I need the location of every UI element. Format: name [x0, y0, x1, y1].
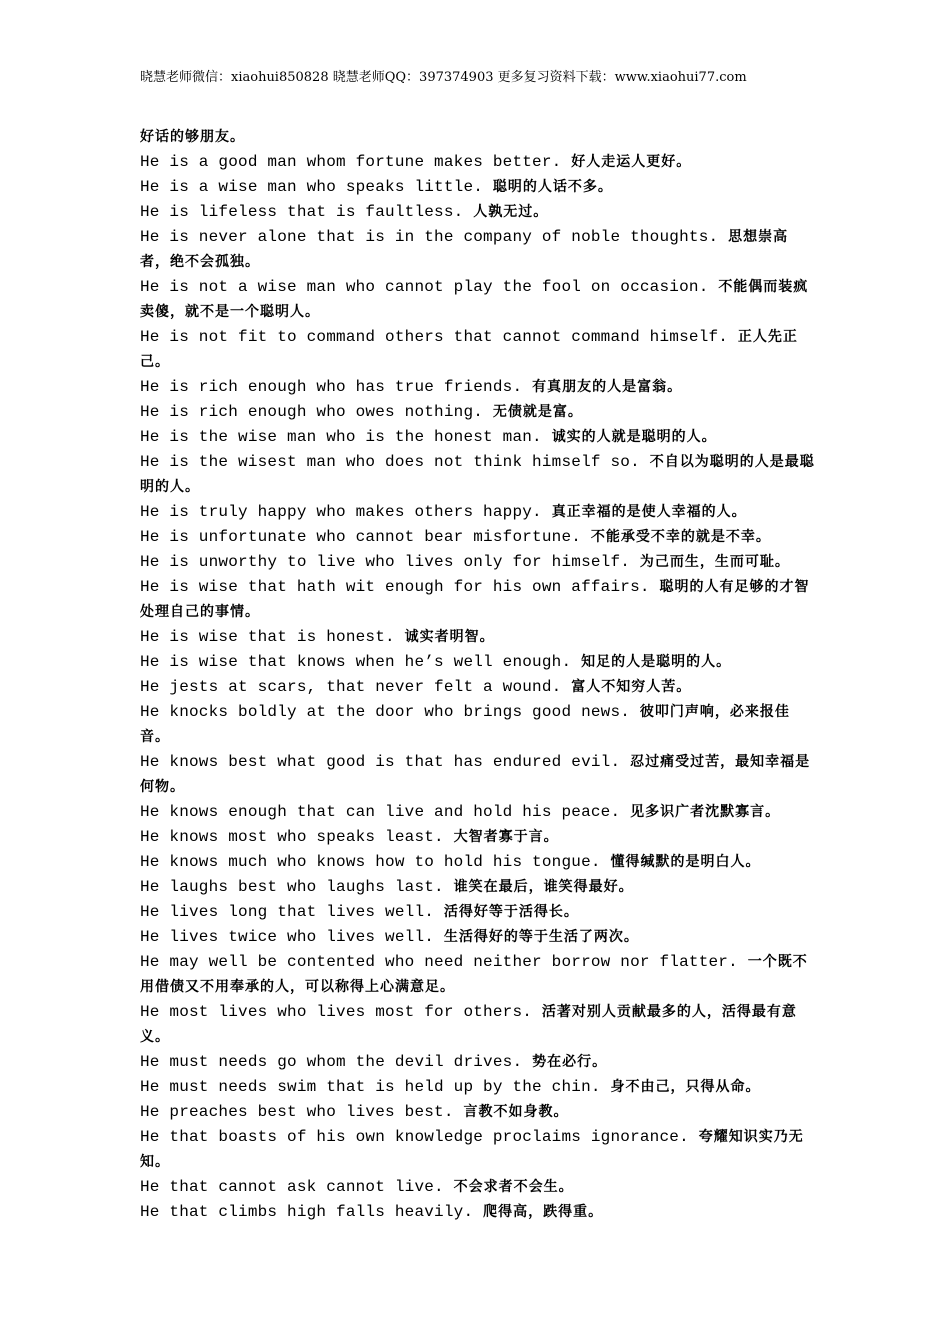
chinese-translation: 大智者寡于言。	[453, 829, 559, 845]
page-header: 晓慧老师微信：xiaohui850828 晓慧老师QQ：397374903 更多复习资料下载：www.xiaohui77.com	[140, 70, 747, 85]
chinese-translation: 彼叩门声响，必来报佳音。	[140, 704, 790, 745]
proverb-entry	[140, 900, 815, 925]
chinese-translation: 不自以为聪明的人是最聪明的人。	[140, 454, 815, 495]
chinese-translation: 夸耀知识实乃无知。	[140, 1129, 804, 1170]
chinese-translation: 不能偶而装疯卖傻，就不是一个聪明人。	[140, 279, 809, 320]
english-proverb: He most lives who lives most for others.	[140, 1003, 533, 1021]
proverb-entry	[140, 1125, 815, 1175]
english-proverb: He is rich enough who owes nothing.	[140, 403, 484, 421]
proverb-entry	[140, 875, 815, 900]
proverb-entry	[140, 575, 815, 625]
english-proverb: He must needs swim that is held up by the chin.	[140, 1078, 601, 1096]
entries-container	[140, 150, 815, 1225]
proverb-entry	[140, 1075, 815, 1100]
chinese-translation: 有真朋友的人是富翁。	[532, 379, 683, 395]
chinese-translation: 富人不知穷人苦。	[571, 679, 692, 695]
chinese-translation: 不会求者不会生。	[453, 1179, 574, 1195]
english-proverb: He knows much who knows how to hold his tongue.	[140, 853, 601, 871]
proverb-entry	[140, 500, 815, 525]
english-proverb: He is wise that is honest.	[140, 628, 395, 646]
chinese-translation: 爬得高，跌得重。	[483, 1204, 604, 1220]
proverb-entry	[140, 400, 815, 425]
chinese-translation: 忍过痛受过苦，最知幸福是何物。	[140, 754, 811, 795]
english-proverb: He is lifeless that is faultless.	[140, 203, 464, 221]
proverb-entry	[140, 1175, 815, 1200]
proverb-entry	[140, 225, 815, 275]
english-proverb: He knows enough that can live and hold his peace.	[140, 803, 621, 821]
english-proverb: He is the wise man who is the honest man.	[140, 428, 542, 446]
proverb-entry	[140, 275, 815, 325]
proverb-entry	[140, 1000, 815, 1050]
chinese-translation: 谁笑在最后，谁笑得最好。	[453, 879, 634, 895]
chinese-translation: 言教不如身教。	[463, 1104, 569, 1120]
proverb-entry	[140, 375, 815, 400]
english-proverb: He laughs best who laughs last.	[140, 878, 444, 896]
chinese-translation: 懂得缄默的是明白人。	[610, 854, 761, 870]
english-proverb: He knocks boldly at the door who brings good news.	[140, 703, 631, 721]
proverb-entry	[140, 825, 815, 850]
chinese-translation: 知足的人是聪明的人。	[581, 654, 732, 670]
english-proverb: He is a wise man who speaks little.	[140, 178, 484, 196]
english-proverb: He lives long that lives well.	[140, 903, 435, 921]
english-proverb: He that cannot ask cannot live.	[140, 1178, 444, 1196]
english-proverb: He knows best what good is that has endured evil.	[140, 753, 621, 771]
proverb-entry	[140, 525, 815, 550]
proverb-entry	[140, 850, 815, 875]
english-proverb: He jests at scars, that never felt a wound.	[140, 678, 562, 696]
english-proverb: He preaches best who lives best.	[140, 1103, 454, 1121]
proverb-entry	[140, 700, 815, 750]
proverb-entry	[140, 550, 815, 575]
english-proverb: He is the wisest man who does not think himself so.	[140, 453, 640, 471]
proverb-entry	[140, 200, 815, 225]
chinese-translation: 人孰无过。	[473, 204, 549, 220]
english-proverb: He that climbs high falls heavily.	[140, 1203, 474, 1221]
english-proverb: He knows most who speaks least.	[140, 828, 444, 846]
english-proverb: He may well be contented who need neither borrow nor flatter.	[140, 953, 738, 971]
english-proverb: He is not fit to command others that cannot command himself.	[140, 328, 729, 346]
chinese-translation: 势在必行。	[532, 1054, 608, 1070]
continuation-line: 好话的够朋友。	[140, 129, 245, 145]
english-proverb: He must needs go whom the devil drives.	[140, 1053, 523, 1071]
chinese-translation: 真正幸福的是使人幸福的人。	[551, 504, 747, 520]
english-proverb: He is wise that knows when he’s well enough.	[140, 653, 572, 671]
proverb-entry	[140, 625, 815, 650]
proverb-entry	[140, 450, 815, 500]
chinese-translation: 正人先正己。	[140, 329, 798, 370]
english-proverb: He is not a wise man who cannot play the fool on occasion.	[140, 278, 709, 296]
english-proverb: He lives twice who lives well.	[140, 928, 435, 946]
chinese-translation: 诚实的人就是聪明的人。	[551, 429, 717, 445]
chinese-translation: 诚实者明智。	[404, 629, 495, 645]
proverb-entry	[140, 150, 815, 175]
chinese-translation: 聪明的人有足够的才智处理自己的事情。	[140, 579, 810, 620]
chinese-translation: 为己而生，生而可耻。	[639, 554, 790, 570]
proverb-entry	[140, 950, 815, 1000]
chinese-translation: 活著对别人贡献最多的人，活得最有意义。	[140, 1004, 797, 1045]
chinese-translation: 一个既不用借债又不用奉承的人，可以称得上心满意足。	[140, 954, 808, 995]
proverb-entry	[140, 800, 815, 825]
chinese-translation: 不能承受不幸的就是不幸。	[590, 529, 771, 545]
chinese-translation: 活得好等于活得长。	[443, 904, 579, 920]
english-proverb: He is unfortunate who cannot bear misfortune.	[140, 528, 582, 546]
proverb-entry	[140, 1200, 815, 1225]
proverb-list	[140, 125, 815, 1225]
chinese-translation: 身不由己，只得从命。	[610, 1079, 761, 1095]
proverb-entry	[140, 750, 815, 800]
english-proverb: He that boasts of his own knowledge proclaims ignorance.	[140, 1128, 689, 1146]
chinese-translation: 见多识广者沈默寡言。	[630, 804, 781, 820]
proverb-entry	[140, 175, 815, 200]
chinese-translation: 好人走运人更好。	[571, 154, 692, 170]
chinese-translation: 思想崇高者，绝不会孤独。	[140, 229, 789, 270]
proverb-entry	[140, 675, 815, 700]
english-proverb: He is unworthy to live who lives only for himself.	[140, 553, 631, 571]
proverb-entry	[140, 1050, 815, 1075]
english-proverb: He is never alone that is in the company of noble thoughts.	[140, 228, 719, 246]
chinese-translation: 聪明的人话不多。	[492, 179, 613, 195]
english-proverb: He is a good man whom fortune makes better.	[140, 153, 562, 171]
proverb-entry	[140, 1100, 815, 1125]
english-proverb: He is truly happy who makes others happy.	[140, 503, 542, 521]
english-proverb: He is rich enough who has true friends.	[140, 378, 523, 396]
chinese-translation: 生活得好的等于生活了两次。	[443, 929, 639, 945]
english-proverb: He is wise that hath wit enough for his own affairs.	[140, 578, 650, 596]
proverb-entry	[140, 425, 815, 450]
proverb-entry	[140, 650, 815, 675]
proverb-entry	[140, 925, 815, 950]
proverb-entry	[140, 325, 815, 375]
chinese-translation: 无债就是富。	[492, 404, 583, 420]
